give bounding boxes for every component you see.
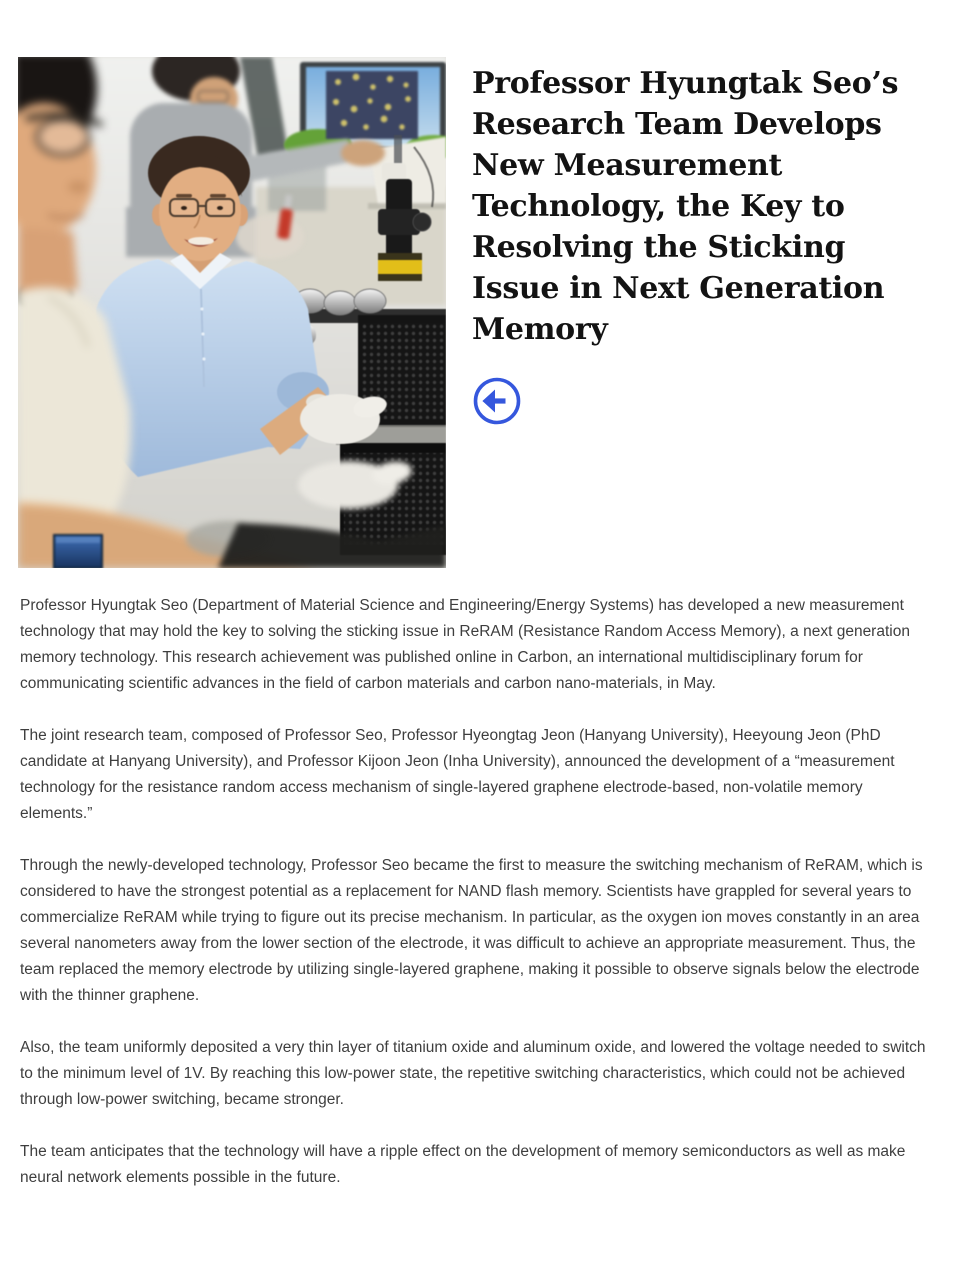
article-paragraph: The joint research team, composed of Professor Seo, Professor Hyeongtag Jeon (Hanyang University), Heeyoung Jeon (PhD candidate at Hanyang University), and Professor Kijoon Jeon (Inha University), announced the development of a “measurement technology for the resistance random access mechanism of single-layered graphene electrode-based, non-volatile memory elements.” [20,727,895,822]
arrow-left-circle-icon [472,376,522,426]
back-button[interactable] [472,376,522,426]
article-photo [18,57,446,568]
header-column [472,57,930,426]
article-paragraph: Professor Hyungtak Seo (Department of Material Science and Engineering/Energy Systems) has developed a new measurement technology that may hold the key to solving the sticking issue in ReRAM (Resistance Random Access Memory), a next generation memory technology. This research achievement was published online in Carbon, an international multidisciplinary forum for communicating scientific advances in the field of carbon materials and carbon nano-materials, in May. [20,597,910,692]
lab-photo-illustration [18,57,446,568]
article-paragraph: Through the newly-developed technology, Professor Seo became the first to measure the switching mechanism of ReRAM, which is considered to have the strongest potential as a replacement for NAND flash memory. Scientists have grappled for several years to commercialize ReRAM while trying to figure out its precise mechanism. In particular, as the oxygen ion moves constantly in an area several nanometers away from the lower section of the electrode, it was difficult to achieve an appropriate measurement. Thus, the team replaced the memory electrode by utilizing single-layered graphene, making it possible to observe signals below the electrode with the thinner graphene. [20,857,923,1004]
page-title: Professor Hyungtak Seo’s Research Team Develops New Measurement Technology, the Key to Resolving the Sticking Issue in Next Generation Memory [472,66,899,347]
article-body [20,593,938,1217]
article-paragraph: The team anticipates that the technology will have a ripple effect on the development of memory semiconductors as well as make neural network elements possible in the future. [20,1143,906,1186]
article-paragraph: Also, the team uniformly deposited a very thin layer of titanium oxide and aluminum oxide, and lowered the voltage needed to switch to the minimum level of 1V. By reaching this low-power state, the repetitive switching characteristics, which could not be achieved through low-power switching, became stronger. [20,1039,926,1108]
blue-equipment-cube [54,535,102,568]
